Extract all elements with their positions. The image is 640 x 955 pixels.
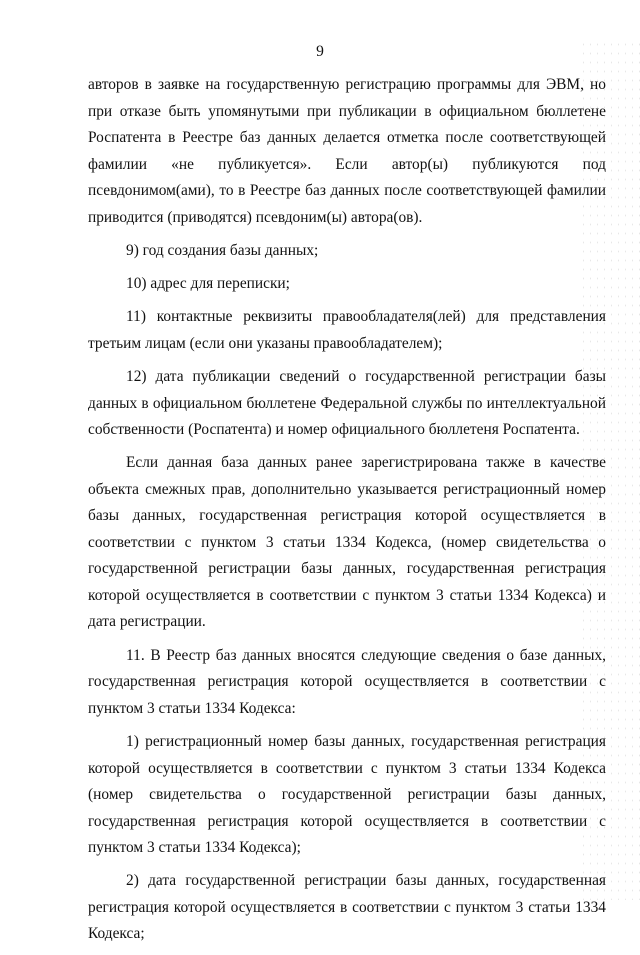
paragraph-related-rights: Если данная база данных ранее зарегистрирована также в качестве объекта смежных прав, дополнительно указывается регистрационный номер базы данных, государственная регистрация которой осуществляется в соответствии с пунктом 3 статьи 1334 Кодекса, (номер свидетельства о государственной регистрации базы данных, государственная регистрация которой осуществляется в соответствии с пунктом 3 статьи 1334 Кодекса) и дата регистрации. bbox=[88, 454, 606, 631]
list-item-9: 9) год создания базы данных; bbox=[126, 241, 319, 259]
list-item-12: 12) дата публикации сведений о государственной регистрации базы данных в официальном бюллетене Федеральной службы по интеллектуальной собственности (Роспатента) и номер официального бюллетеня Роспатента. bbox=[88, 368, 606, 439]
list-item-10: 10) адрес для переписки; bbox=[126, 275, 290, 293]
paragraph-authors-continued: авторов в заявке на государственную регистрацию программы для ЭВМ, но при отказе быть упомянутыми при публикации в официальном бюллетене Роспатента в Реестре баз данных делается отметка после соответствующей фамилии «не публикуется». Если автор(ы) публикуются под псевдонимом(ами), то в Реестре баз данных после соответствующей фамилии приводится (приводятся) псевдоним(ы) автора(ов). bbox=[88, 76, 606, 226]
section-11-heading: 11. В Реестр баз данных вносятся следующие сведения о базе данных, государственная регистрация которой осуществляется в соответствии с пунктом 3 статьи 1334 Кодекса: bbox=[88, 646, 606, 717]
page-number: 9 bbox=[316, 43, 324, 60]
section-11-item-2: 2) дата государственной регистрации базы данных, государственная регистрация которой осуществляется в соответствии с пунктом 3 статьи 1334 Кодекса; bbox=[88, 872, 606, 943]
list-item-11: 11) контактные реквизиты правообладателя(лей) для представления третьим лицам (если они указаны правообладателем); bbox=[88, 308, 606, 352]
section-11-item-1: 1) регистрационный номер базы данных, государственная регистрация которой осуществляется в соответствии с пунктом 3 статьи 1334 Кодекса (номер свидетельства о государственной регистрации базы данных, государственная регистрация которой осуществляется в соответствии с пунктом 3 статьи 1334 Кодекса); bbox=[88, 733, 606, 857]
body-text bbox=[88, 72, 606, 955]
